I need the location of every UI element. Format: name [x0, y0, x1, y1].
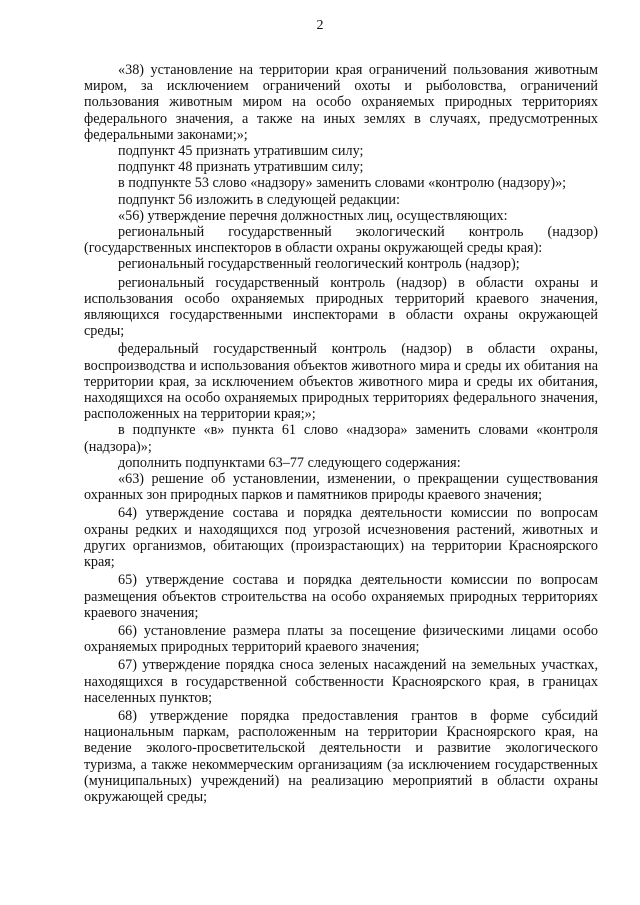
paragraph-65: 65) утверждение состава и порядка деятельности комиссии по вопросам размещения объектов строительства на особо охраняемых природных территориях краевого значения;	[84, 572, 598, 621]
paragraph-64: 64) утверждение состава и порядка деятельности комиссии по вопросам охраны редких и находящихся под угрозой исчезновения растений, животных и других организмов, обитающих (произрастающих) на территории Красноярского края;	[84, 505, 598, 571]
paragraph-subitem-45: подпункт 45 признать утратившим силу;	[118, 143, 364, 160]
paragraph-67: 67) утверждение порядка сноса зеленых насаждений на земельных участках, находящихся в государственной собственности Красноярского края, в границах населенных пунктов;	[84, 657, 598, 706]
paragraph-add-subitems: дополнить подпунктами 63–77 следующего содержания:	[118, 454, 461, 471]
paragraph-subitem-48: подпункт 48 признать утратившим силу;	[118, 159, 364, 176]
paragraph-63: «63) решение об установлении, изменении, о прекращении существования охранных зон природных парков и памятников природы краевого значения;	[84, 471, 598, 504]
paragraph-federal-wildlife-control: федеральный государственный контроль (надзор) в области охраны, воспроизводства и использования объектов животного мира и среды их обитания на территории края, за исключением объектов животного мира и среды их обитания, находящихся на особо охраняемых природных территориях федерального значения, расположенных на территории края;»;	[84, 341, 598, 423]
paragraph-38: «38) установление на территории края ограничений пользования животным миром, за исключением ограничений охоты и рыболовства, ограничений пользования животным миром на особо охраняемых природных территориях федерального значения, а также на иных землях в случаях, предусмотренных федеральными законами;»;	[84, 62, 598, 143]
paragraph-68: 68) утверждение порядка предоставления грантов в форме субсидий национальным паркам, расположенным на территории Красноярского края, на ведение эколого-просветительской деятельности и развитие экологического туризма, а также некоммерческим организациям (за исключением государственных (муниципальных) учреждений) на реализацию мероприятий в области охраны окружающей среды;	[84, 707, 598, 805]
paragraph-ecological-control: региональный государственный экологический контроль (надзор) (государственных инспекторов в области охраны окружающей среды края):	[84, 224, 598, 257]
paragraph-subitem-53: в подпункте 53 слово «надзору» заменить словами «контролю (надзору)»;	[118, 175, 567, 192]
paragraph-subitem-56-intro: подпункт 56 изложить в следующей редакции:	[118, 191, 400, 208]
paragraph-56: «56) утверждение перечня должностных лиц, осуществляющих:	[118, 207, 508, 224]
document-body	[84, 62, 598, 805]
paragraph-subitem-61: в подпункте «в» пункта 61 слово «надзора» заменить словами «контроля (надзора)»;	[84, 422, 598, 455]
paragraph-geological-control: региональный государственный геологический контроль (надзор);	[118, 256, 520, 273]
page-number: 2	[316, 18, 324, 33]
paragraph-66: 66) установление размера платы за посещение физическими лицами особо охраняемых природных территорий краевого значения;	[84, 622, 598, 656]
paragraph-protected-territories-control: региональный государственный контроль (надзор) в области охраны и использования особо охраняемых природных территорий краевого значения, являющихся государственными инспекторами в области охраны окружающей среды;	[84, 274, 598, 340]
